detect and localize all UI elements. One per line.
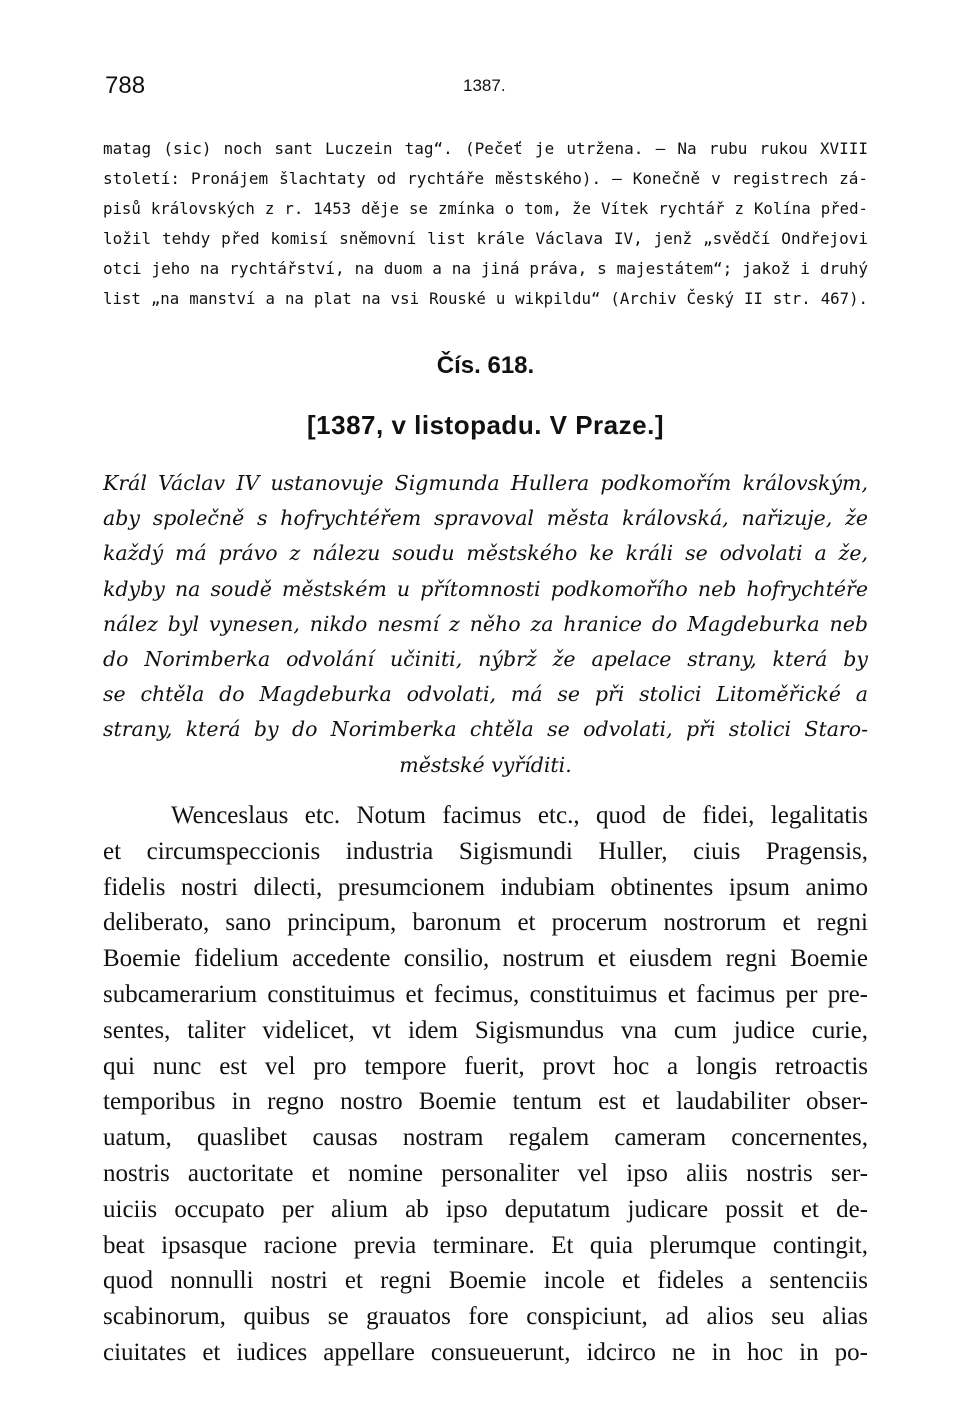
latin-text <box>103 798 868 1371</box>
regest-line: kdyby na soudě městském u přítomnosti podkomořího neb hofrychtéře <box>103 576 868 601</box>
body-line: fidelis nostri dilecti, presumcionem indubiam obtinentes ipsum animo <box>103 873 868 901</box>
body-line: qui nunc est vel pro tempore fuerit, provt hoc a longis retroactis <box>103 1052 868 1080</box>
body-line: temporibus in regno nostro Boemie tentum est et laudabiliter obser- <box>103 1088 868 1116</box>
regest-line: každý má právo z nálezu soudu městského ke králi se odvolati a že, <box>103 541 868 566</box>
body-line: scabinorum, quibus se grauatos fore conspiciunt, ad alios seu alias <box>103 1303 868 1331</box>
body-line: nostris auctoritate et nomine personaliter vel ipso aliis nostris ser- <box>103 1159 868 1187</box>
body-line: beat ipsasque racione previa terminare. Et quia plerumque contingit, <box>103 1231 868 1259</box>
document-page <box>103 0 868 1405</box>
body-line: uatum, quaslibet causas nostram regalem cameram concernentes, <box>103 1124 868 1152</box>
regest-line: aby společně s hofrychtéřem spravoval města královská, nařizuje, že <box>103 506 868 531</box>
regest-line: do Norimberka odvolání učiniti, nýbrž že apelace strany, která by <box>103 647 868 672</box>
running-head <box>103 72 868 102</box>
note-line: ložil tehdy před komisí sněmovní list krále Václava IV, jenž „svědčí Ondřejovi <box>103 229 868 248</box>
body-line: et circumspeccionis industria Sigismundi Huller, ciuis Pragensis, <box>103 837 868 865</box>
note-line: matag (sic) noch sant Luczein tag“. (Pečeť je utržena. — Na rubu rukou XVIII <box>103 139 868 158</box>
body-line: subcamerarium constituimus et fecimus, constituimus et facimus per pre- <box>103 980 868 1008</box>
regest-line: nález byl vynesen, nikdo nesmí z něho za hranice do Magdeburka neb <box>103 611 868 636</box>
regest-line: Král Václav IV ustanovuje Sigmunda Hullera podkomořím královským, <box>103 471 868 495</box>
body-line: deliberato, sano principum, baronum et procerum nostrorum et regni <box>103 909 868 937</box>
document-date-place: [1387, v listopadu. V Praze.] <box>307 410 664 440</box>
regest-line: se chtěla do Magdeburka odvolati, má se při stolici Litoměřické a <box>103 682 868 707</box>
note-line: otci jeho na rychtářství, na duom a na jiná práva, s majestátem“; jakož i druhý <box>103 259 868 278</box>
note-line: list „na manství a na plat na vsi Rouské u wikpildu“ (Archiv Český II str. 467). <box>103 289 868 308</box>
body-line: Boemie fidelium accedente consilio, nostrum et eiusdem regni Boemie <box>103 945 868 973</box>
page-number: 788 <box>105 72 146 99</box>
body-line: Wenceslaus etc. Notum facimus etc., quod de fidei, legalitatis <box>171 802 868 829</box>
regest-line: městské vyříditi. <box>399 752 572 777</box>
note-line: století: Pronájem šlachtaty od rychtáře městského). — Konečně v registrech zá- <box>103 169 868 188</box>
regest-summary <box>103 466 868 783</box>
note-line: pisů královských z r. 1453 děje se zmínka o tom, že Vítek rychtář z Kolína před- <box>103 199 868 218</box>
document-number: Čís. 618. <box>436 352 535 379</box>
body-line: sentes, taliter videlicet, vt idem Sigismundus vna cum judice curie, <box>103 1016 868 1044</box>
running-head-year: 1387. <box>463 76 506 95</box>
body-line: quod nonnulli nostri et regni Boemie incole et fideles a sentenciis <box>103 1267 868 1295</box>
body-line: ciuitates et iudices appellare consueuerunt, idcirco ne in hoc in po- <box>103 1338 868 1366</box>
editorial-note <box>103 134 868 314</box>
body-line: uiciis occupato per alium ab ipso deputatum judicare possit et de- <box>103 1195 868 1223</box>
regest-line: strany, která by do Norimberka chtěla se odvolati, při stolici Staro- <box>103 717 868 742</box>
